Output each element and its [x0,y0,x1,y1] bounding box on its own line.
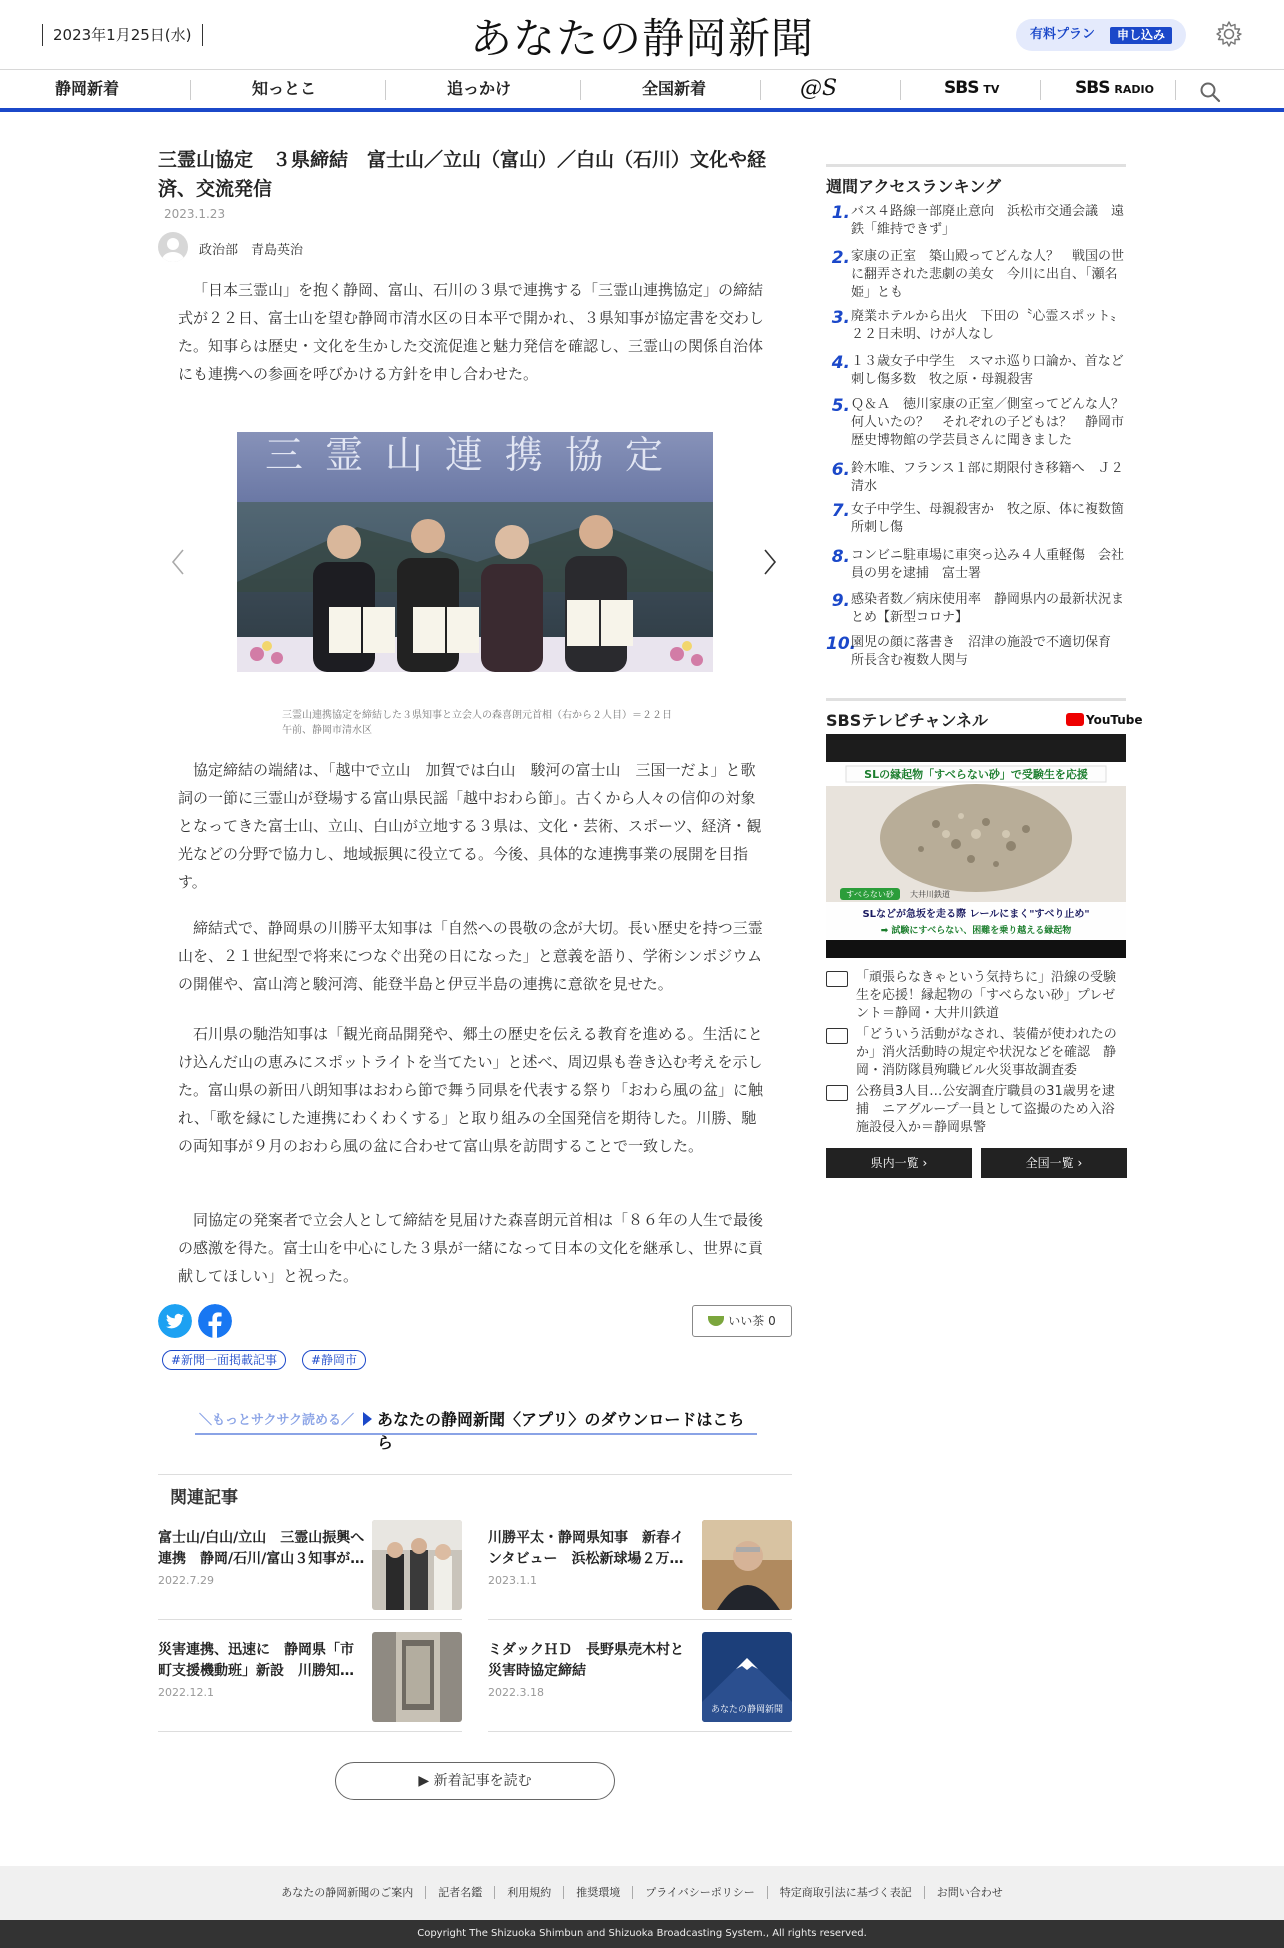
pref-list-button[interactable] [826,1148,972,1178]
sbs-tv-sub: TV [983,83,1000,96]
thumb-logo-text: あなたの静岡新聞 [710,1705,784,1715]
sidebar-divider [826,164,1126,167]
chevron-right-icon: › [1077,1156,1083,1170]
article-paragraph: 同協定の発案者で立会人として締結を見届けた森喜朗元首相は「８６年の人生で最後の感激を得た。富士山を中心にした３県が一緒になって日本の文化を継承し、世界に貢献してほしい」と祝った。 [178,1211,764,1285]
video-caption-top: SLの縁起物「すべらない砂」で受験生を応援 [864,768,1088,781]
app-download-banner[interactable] [195,1405,757,1452]
video-icon [826,1085,848,1101]
ii-cha-label: いい茶 0 [728,1314,776,1328]
related-thumbnail [372,1520,462,1610]
search-icon[interactable] [1199,81,1221,103]
article-paragraph: 協定締結の端緒は、「越中で立山 加賀では白山 駿河の富士山 三国一だよ」と歌詞の一節に三霊山が登場する富山県民謡「越中おわら節」。古くから人々の信仰の対象となってきた富士山、立山、白山が立地する３県は、文化・芸術、スポーツ、経済・観光などの分野で協力し、地域振興に役立てる。今後、具体的な連携事業の展開を目指す。 [178,761,762,891]
ranking-number: 4. [831,353,850,373]
ranking-title: 週間アクセスランキング [826,177,1002,196]
related-date: 2022.12.1 [158,1686,214,1699]
ranking-number: 3. [831,308,850,328]
paid-plan-button[interactable] [1016,19,1186,51]
related-article[interactable] [488,1632,792,1732]
ranking-title: バス４路線一部廃止意向 浜松市交通会議 遠鉄「維持できず」 [851,204,1125,237]
video-caption-tag: すべらない砂 [846,890,894,899]
ranking-number: 6. [831,460,850,480]
related-thumbnail [702,1520,792,1610]
nav-item-national-new[interactable]: 全国新着 [642,79,707,98]
footer-link[interactable]: お問い合わせ [924,1886,1015,1899]
nav-divider [385,80,386,100]
video-icon [826,971,848,987]
nav-item-shittoko[interactable]: 知っとこ [252,79,317,98]
author-avatar[interactable] [158,232,188,262]
article-paragraph: 締結式で、静岡県の川勝平太知事は「自然への畏敬の念が大切。長い歴史を持つ三霊山を、２１世紀型で将来につなぐ出発の日になった」と意義を語り、学術シンポジウムの開催や、富山湾と駿河湾、能登半島と伊豆半島の連携に意欲を見せた。 [178,919,763,993]
footer-link[interactable]: あなたの静岡新聞のご案内 [281,1886,414,1899]
photo-banner-text: 三霊山連携協定 [264,433,686,477]
footer-link[interactable]: 特定商取引法に基づく表記 [767,1886,924,1899]
related-article[interactable] [158,1520,462,1620]
nav-divider [760,80,761,100]
ranking-title: Ｑ＆Ａ 徳川家康の正室／側室ってどんな人？何人いたの？ それぞれの子どもは？ 静岡市歴史博物館の学芸員さんに聞きました [851,397,1125,448]
footer-link[interactable]: 記者名鑑 [425,1886,494,1899]
ranking-title: １３歳女子中学生 スマホ巡り口論か、首など刺し傷多数 牧之原・母親殺害 [851,354,1124,387]
video-title: 公務員3人目…公安調査庁職員の31歳男を逮捕 ニアグループ一員として盗撮のため入浴施設侵入か＝静岡県警 [856,1084,1115,1135]
related-thumbnail [372,1632,462,1722]
related-heading: 関連記事 [158,1474,792,1516]
video-caption-line2: ➡ 試験にすべらない、困難を乗り越える縁起物 [880,926,1072,936]
sidebar-divider [826,698,1126,701]
tv-channel-title: SBSテレビチャンネル [826,711,988,730]
facebook-icon[interactable] [198,1304,232,1338]
related-title: 川勝平太・静岡県知事 新春インタビュー 浜松新球場２万… [488,1530,684,1567]
national-list-button[interactable] [981,1148,1127,1178]
chevron-right-icon[interactable] [762,548,778,576]
nav-divider [190,80,191,100]
footer-link[interactable]: プライバシーポリシー [632,1886,766,1899]
ats-logo: @S [800,76,838,101]
nav-item-shizuoka-new[interactable]: 静岡新着 [55,79,120,98]
ranking-number: 1. [831,203,850,223]
video-title: 「頑張らなきゃという気持ちに」沿線の受験生を応援！縁起物の「すべらない砂」プレゼント＝静岡・大井川鉄道 [856,970,1117,1021]
youtube-logo[interactable] [1066,713,1143,727]
footer-link[interactable]: 推奨環境 [563,1886,632,1899]
site-logo[interactable]: あなたの静岡新聞 [469,14,814,63]
footer-link[interactable]: 利用規約 [494,1886,563,1899]
app-banner-lead: ＼もっとサクサク読める／ [199,1413,354,1428]
sbs-radio-sub: RADIO [1114,83,1154,96]
nav-item-okkake[interactable]: 追っかけ [447,79,512,98]
nav-divider [1040,80,1041,100]
ranking-title: 廃業ホテルから出火 下田の〝心霊スポット〟２２日未明、けが人なし [851,309,1124,342]
tag-link[interactable]: #新聞一面掲載記事 [162,1350,286,1370]
article-date: 2023.1.23 [164,207,226,221]
twitter-icon[interactable] [158,1304,192,1338]
video-icon [826,1028,848,1044]
video-title: 「どういう活動がなされ、装備が使われたのか」消火活動時の規定や状況などを確認 静岡・消防隊員殉職ビル火災事故調査委 [856,1027,1117,1078]
author-name[interactable]: 政治部 青島英治 [199,243,304,258]
related-article[interactable] [488,1520,792,1620]
related-article[interactable] [158,1632,462,1732]
photo-caption: 三霊山連携協定を締結した３県知事と立会人の森喜朗元首相（右から２人目）＝２２日午前、静岡市清水区 [282,710,672,736]
related-date: 2023.1.1 [488,1574,537,1587]
main-nav [0,70,1284,112]
video-caption-line1: SLなどが急坂を走る際 レールにまく"すべり止め" [862,909,1090,920]
paid-plan-label: 有料プラン [1030,27,1096,42]
related-date: 2022.7.29 [158,1574,214,1587]
site-header [0,0,1284,70]
ranking-number: 9. [831,591,850,611]
related-title: ミダックＨＤ 長野県売木村と災害時協定締結 [488,1642,684,1679]
sbs-radio-label: SBS [1075,78,1110,98]
ii-cha-button[interactable] [692,1305,792,1337]
ranking-title: 感染者数／病床使用率 静岡県内の最新状況まとめ【新型コロナ】 [851,592,1125,625]
chevron-left-icon[interactable] [170,548,186,576]
ranking-title: 家康の正室 築山殿ってどんな人？ 戦国の世に翻弄された悲劇の美女 今川に出自、「瀬名姫」とも [851,249,1125,300]
tag-link[interactable]: #静岡市 [302,1350,366,1370]
sbs-tv-label: SBS [944,78,979,98]
sbs-tv-link[interactable] [944,78,999,98]
current-date: 2023年1月25日(水) [42,24,203,46]
ranking-number: 5. [831,396,850,416]
youtube-label: YouTube [1086,713,1143,727]
related-title: 災害連携、迅速に 静岡県「市町支援機動班」新設 川勝知… [158,1642,354,1679]
site-footer [0,1866,1284,1920]
ranking-title: 園児の顔に落書き 沼津の施設で不適切保育 所長含む複数人関与 [851,635,1125,668]
ranking-number: 2. [831,248,850,268]
article-photo[interactable] [237,432,713,672]
national-list-label: 全国一覧 [1025,1156,1074,1170]
related-date: 2022.3.18 [488,1686,544,1699]
ranking-number: 7. [831,501,850,521]
article-paragraph: 石川県の馳浩知事は「観光商品開発や、郷土の歴史を伝える教育を進める。生活にとけ込んだ山の恵みにスポットライトを当てたい」と述べ、周辺県も巻き込む考えを示した。富山県の新田八朗知事はおわら節で舞う同県を代表する祭り「おわら風の盆」に触れ、「歌を縁にした連携にわくわくする」と取り組みの全国発信を期待した。川勝、馳の両知事が９月のおわら風の盆に合わせて富山県を訪問することで一致した。 [178,1025,764,1155]
nav-divider [580,80,581,100]
youtube-play-icon [1066,713,1084,726]
related-thumbnail [702,1632,792,1722]
app-banner-text: あなたの静岡新聞〈アプリ〉のダウンロードはこちら [377,1410,745,1452]
ranking-number: 8. [831,547,850,567]
gear-icon[interactable] [1215,20,1243,48]
ranking-title: 鈴木唯、フランス１部に期限付き移籍へ Ｊ２清水 [851,461,1124,494]
ats-logo-link[interactable] [800,76,860,104]
sbs-radio-link[interactable] [1075,78,1154,98]
read-new-articles-button[interactable]: ▶ 新着記事を読む [335,1762,615,1800]
pref-list-label: 県内一覧 [870,1156,919,1170]
article-lead: 「日本三霊山」を抱く静岡、富山、石川の３県で連携する「三霊山連携協定」の締結式が２２日、富士山を望む静岡市清水区の日本平で開かれ、３県知事が協定書を交わした。知事らは歴史・文化を生かした交流促進と魅力発信を確認し、三霊山の関係自治体にも連携への参画を呼びかける方針を申し合わせた。 [178,281,764,383]
copyright: Copyright The Shizuoka Shimbun and Shizuoka Broadcasting System., All rights reserved. [0,1920,1284,1948]
footer-links [0,1866,1284,1920]
ranking-title: 女子中学生、母親殺害か 牧之原、体に複数箇所刺し傷 [851,502,1125,535]
ranking-title: コンビニ駐車場に車突っ込み４人重軽傷 会社員の男を逮捕 富士署 [851,548,1125,581]
chevron-right-icon: › [922,1156,928,1170]
video-caption-station: 大井川鉄道 [910,890,950,899]
related-title: 富士山/白山/立山 三霊山振興へ連携 静岡/石川/富山３知事が… [158,1530,365,1567]
video-player[interactable] [826,734,1126,958]
article-title: 三霊山協定 ３県締結 富士山／立山（富山）／白山（石川）文化や経済、交流発信 [158,149,767,200]
ranking-number: 10. [826,634,857,654]
apply-label: 申し込み [1110,27,1172,44]
nav-divider [900,80,901,100]
play-arrow-icon [363,1412,372,1426]
nav-divider [1175,80,1176,100]
tea-cup-icon [708,1316,724,1326]
